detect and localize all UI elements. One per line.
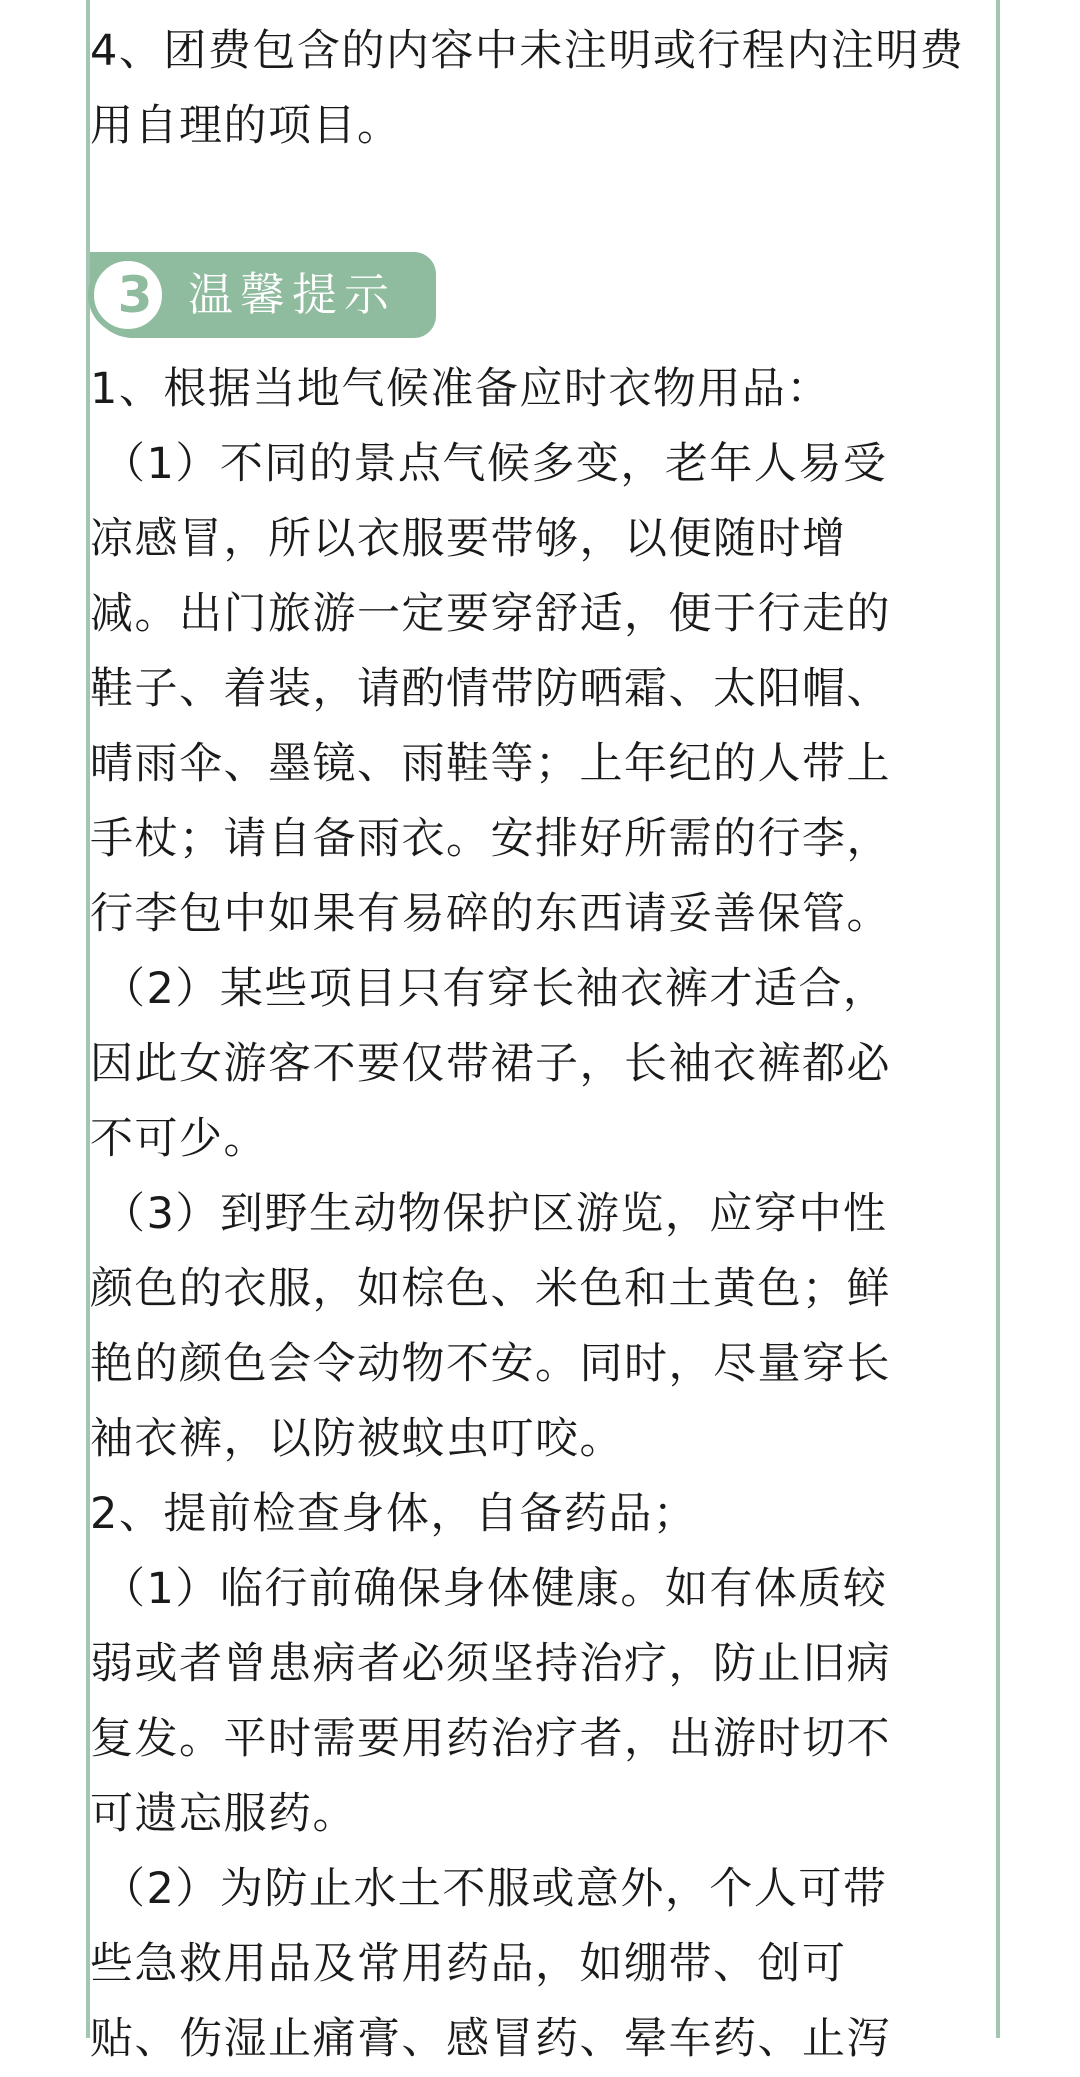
text-line: 因此女游客不要仅带裙子，长袖衣裤都必 — [90, 1039, 891, 1089]
section-header-badge — [90, 252, 436, 338]
text-line: 些急救用品及常用药品，如绷带、创可 — [90, 1939, 847, 1989]
text-line: 4、团费包含的内容中未注明或行程内注明费 — [90, 26, 965, 76]
text-line: 不可少。 — [90, 1114, 268, 1164]
text-line: 1、根据当地气候准备应时衣物用品： — [90, 364, 831, 414]
tips-body — [90, 352, 891, 2077]
text-line: （1）临行前确保身体健康。如有体质较 — [102, 1564, 888, 1614]
text-line: 2、提前检查身体，自备药品； — [90, 1489, 698, 1539]
text-line: 复发。平时需要用药治疗者，出游时切不 — [90, 1714, 891, 1764]
text-line: 可遗忘服药。 — [90, 1789, 357, 1839]
text-line: 行李包中如果有易碎的东西请妥善保管。 — [90, 889, 891, 939]
text-line: 减。出门旅游一定要穿舒适，便于行走的 — [90, 589, 891, 639]
text-line: 用自理的项目。 — [90, 101, 402, 151]
section-title: 温馨提示 — [188, 268, 397, 321]
previous-section-tail — [90, 14, 964, 164]
section-number: 3 — [117, 266, 153, 324]
text-line: 鞋子、着装，请酌情带防晒霜、太阳帽、 — [90, 664, 891, 714]
text-line: 凉感冒，所以衣服要带够，以便随时增 — [90, 514, 847, 564]
section-number-circle — [88, 255, 168, 335]
text-line: 手杖；请自备雨衣。安排好所需的行李， — [90, 814, 891, 864]
text-line: 弱或者曾患病者必须坚持治疗，防止旧病 — [90, 1639, 891, 1689]
text-line: （3）到野生动物保护区游览，应穿中性 — [102, 1189, 888, 1239]
text-line: （1）不同的景点气候多变，老年人易受 — [102, 439, 888, 489]
text-line: 艳的颜色会令动物不安。同时，尽量穿长 — [90, 1339, 891, 1389]
text-line: 颜色的衣服，如棕色、米色和土黄色；鲜 — [90, 1264, 891, 1314]
text-line: 晴雨伞、墨镜、雨鞋等；上年纪的人带上 — [90, 739, 891, 789]
text-line: （2）某些项目只有穿长袖衣裤才适合， — [102, 964, 888, 1014]
text-line: 贴、伤湿止痛膏、感冒药、晕车药、止泻 — [90, 2014, 891, 2064]
text-line: 袖衣裤，以防被蚊虫叮咬。 — [90, 1414, 624, 1464]
text-line: （2）为防止水土不服或意外，个人可带 — [102, 1864, 888, 1914]
